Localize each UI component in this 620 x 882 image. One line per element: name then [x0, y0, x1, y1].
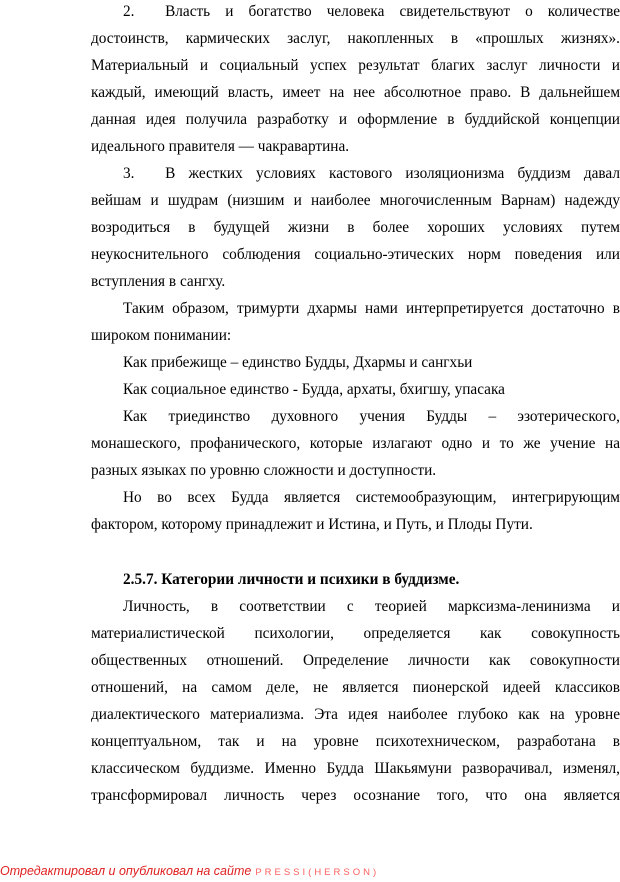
text-line: вступления в сангху.: [91, 273, 226, 290]
footer-site-logo: PRESSI(HERSON): [255, 867, 380, 878]
text-line: концептуальном, так и на уровне психотехническом, разработана в: [91, 733, 620, 750]
text-line: каждый, имеющий власть, имеет на нее абсолютное право. В дальнейшем: [91, 84, 620, 101]
text-line: отношений, на самом деле, не является пионерской идеей классиков: [91, 679, 620, 696]
text-line: вейшам и шудрам (низшим и наиболее многочисленным Варнам) надежду: [91, 192, 620, 209]
text-line: 2. Власть и богатство человека свидетельствуют о количестве: [123, 3, 620, 20]
text-line: фактором, которому принадлежит и Истина, и Путь, и Плоды Пути.: [91, 516, 533, 533]
text-line: Материальный и социальный успех результат благих заслуг личности и: [91, 57, 620, 74]
text-line: трансформировал личность через осознание того, что она является: [91, 787, 620, 804]
text-line: идеального правителя — чакравартина.: [91, 138, 350, 155]
text-line: монашеского, профанического, которые излагают одно и то же учение на: [91, 435, 620, 452]
text-line: данная идея получила разработку и оформление в буддийской концепции: [91, 111, 620, 128]
text-line: Таким образом, тримурти дхармы нами интерпретируется достаточно в: [123, 300, 620, 317]
text-line: диалектического материализма. Эта идея наиболее глубоко как на уровне: [91, 706, 620, 723]
text-line: общественных отношений. Определение личности как совокупности: [91, 652, 620, 669]
text-line: материалистической психологии, определяется как совокупность: [91, 625, 620, 642]
footer-credit: [0, 864, 379, 878]
text-line: возродиться в будущей жизни в более хороших условиях путем: [91, 219, 620, 236]
text-line: Как социальное единство - Будда, архаты, бхигшу, упасака: [123, 381, 505, 398]
text-line: 3. В жестких условиях кастового изоляционизма буддизм давал: [123, 165, 620, 182]
text-line: широком понимании:: [91, 327, 232, 344]
text-line: Как триединство духовного учения Будды – эзотерического,: [123, 408, 620, 425]
text-line: классическом буддизме. Именно Будда Шакьямуни разворачивал, изменял,: [91, 760, 620, 777]
section-heading: 2.5.7. Категории личности и психики в буддизме.: [123, 571, 460, 588]
footer-text: Отредактировал и опубликовал на сайте: [0, 864, 252, 878]
text-line: Как прибежище – единство Будды, Дхармы и сангхьи: [123, 354, 473, 371]
text-line: Личность, в соответствии с теорией марксизма-ленинизма и: [123, 598, 620, 615]
text-line: разных языках по уровню сложности и доступности.: [91, 462, 437, 479]
text-line: достоинств, кармических заслуг, накопленных в «прошлых жизнях».: [91, 30, 620, 47]
text-line: Но во всех Будда является системообразующим, интегрирующим: [123, 489, 620, 506]
text-line: неукоснительного соблюдения социально-этических норм поведения или: [91, 246, 620, 263]
